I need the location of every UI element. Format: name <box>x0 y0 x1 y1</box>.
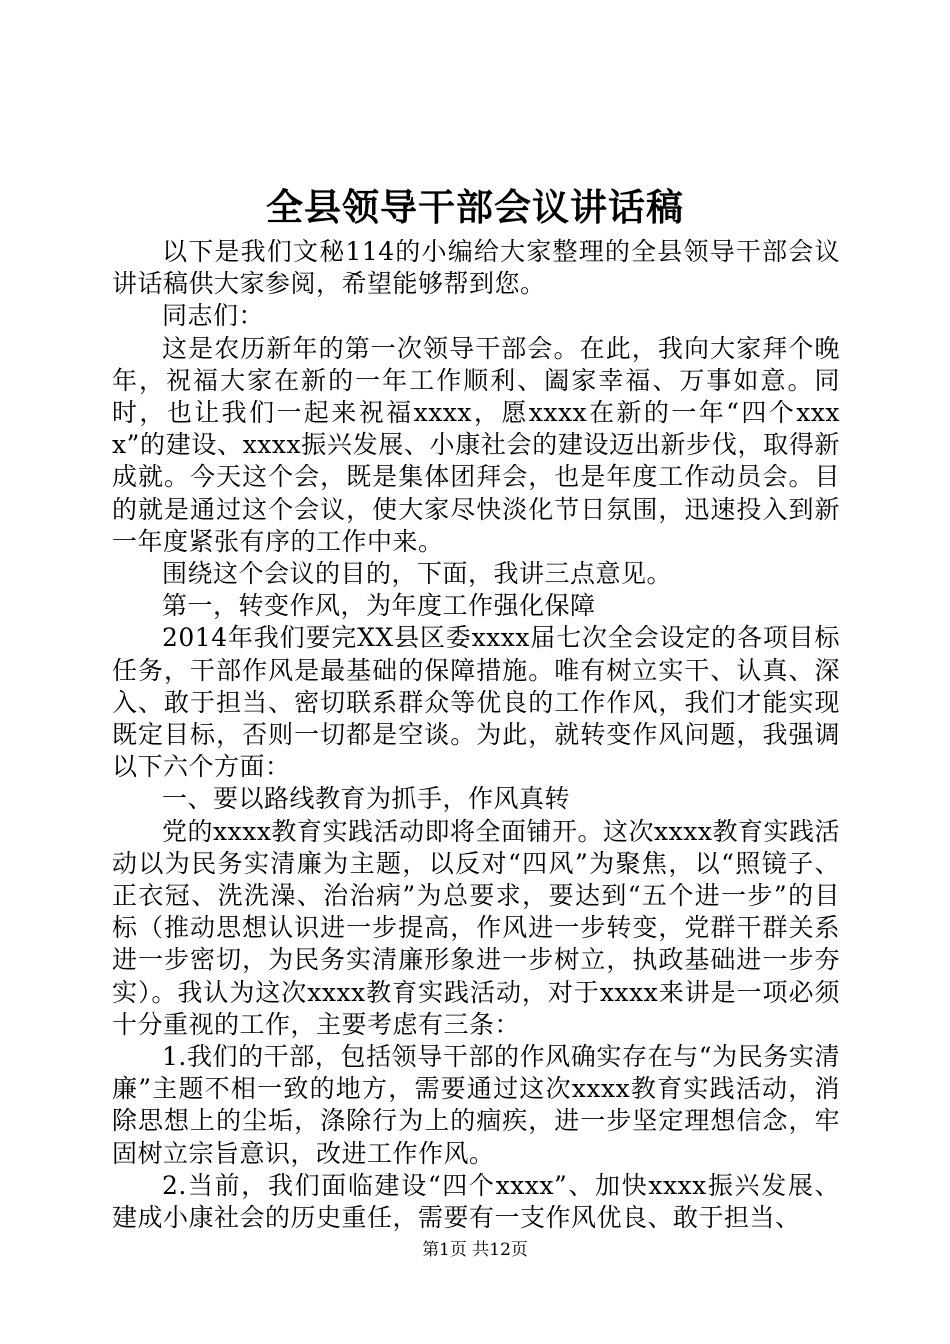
paragraph-outline: 围绕这个会议的目的，下面，我讲三点意见。 <box>162 559 673 589</box>
paragraph-section-first-body: 2014年我们要完XX县区委xxxx届七次全会设定的各项目标任务，干部作风是最基础的保障措施。唯有树立实干、认真、深入、敢于担当、密切联系群众等优良的工作作风，我们才能实现既定目标，否则一切都是空谈。为此，就转变作风问题，我强调以下六个方面： <box>112 623 840 782</box>
document-body <box>112 236 840 1234</box>
paragraph-opening: 这是农历新年的第一次领导干部会。在此，我向大家拜个晚年，祝福大家在新的一年工作顺利、阖家幸福、万事如意。同时，也让我们一起来祝福xxxx，愿xxxx在新的一年“四个xxxx”的建设、xxxx振兴发展、小康社会的建设迈出新步伐，取得新成就。今天这个会，既是集体团拜会，也是年度工作动员会。目的就是通过这个会议，使大家尽快淡化节日氛围，迅速投入到新一年度紧张有序的工作中来。 <box>112 333 840 556</box>
list-item-2: 2.当前，我们面临建设“四个xxxx”、加快xxxx振兴发展、建成小康社会的历史重任，需要有一支作风优良、敢于担当、 <box>112 1170 840 1233</box>
section-heading-first: 第一，转变作风，为年度工作强化保障 <box>162 591 596 621</box>
page-number-footer: 第1页 共12页 <box>422 1240 528 1260</box>
list-item-1: 1.我们的干部，包括领导干部的作风确实存在与“为民务实清廉”主题不相一致的地方，需要通过这次xxxx教育实践活动，消除思想上的尘垢，涤除行为上的痼疾，进一步坚定理想信念，牢固树立宗旨意识，改进工作作风。 <box>112 1042 840 1168</box>
paragraph-salutation: 同志们： <box>162 301 265 331</box>
paragraph-education-activity: 党的xxxx教育实践活动即将全面铺开。这次xxxx教育实践活动以为民务实清廉为主题，以反对“四风”为聚焦，以“照镜子、正衣冠、洗洗澡、治治病”为总要求，要达到“五个进一步”的目标（推动思想认识进一步提高，作风进一步转变，党群干群关系进一步密切，为民务实清廉形象进一步树立，执政基础进一步夯实）。我认为这次xxxx教育实践活动，对于xxxx来讲是一项必须十分重视的工作，主要考虑有三条： <box>112 816 840 1039</box>
document-title: 全县领导干部会议讲话稿 <box>266 185 684 229</box>
paragraph-intro: 以下是我们文秘114的小编给大家整理的全县领导干部会议讲话稿供大家参阅，希望能够帮到您。 <box>112 237 840 299</box>
subsection-heading-one: 一、要以路线教育为抓手，作风真转 <box>162 784 571 814</box>
